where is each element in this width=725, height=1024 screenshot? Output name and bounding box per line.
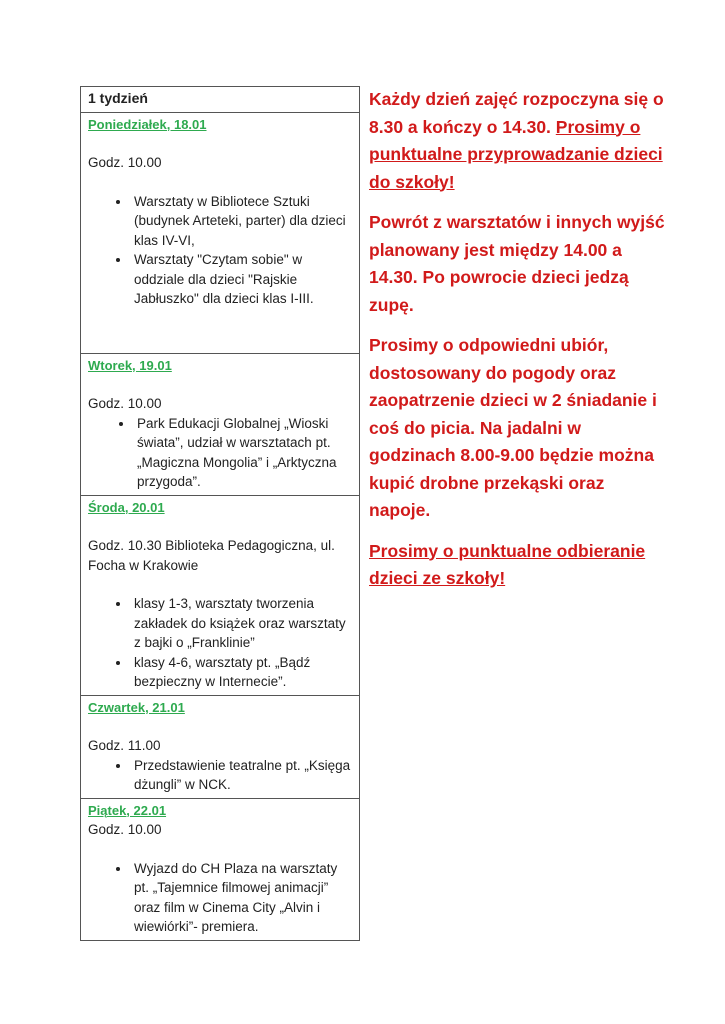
day-time: Godz. 11.00: [88, 738, 161, 753]
activity-list: [88, 594, 352, 692]
day-time: Godz. 10.00: [88, 822, 162, 837]
list-item: • klasy 4-6, warsztaty pt. „Bądź bezpieczny w Internecie”.: [131, 653, 352, 692]
activity-list: [88, 414, 352, 492]
week-title: 1 tydzień: [81, 87, 360, 113]
notes-panel: [369, 86, 669, 606]
list-item: • Wyjazd do CH Plaza na warsztaty pt. „Tajemnice filmowej animacji” oraz film w Cinema City „Alvin i wiewiórki”- premiera.: [131, 859, 352, 937]
day-heading: Czwartek, 21.01: [88, 699, 185, 715]
day-time: Godz. 10.00: [88, 396, 162, 411]
activity-list: [88, 859, 352, 937]
day-cell-tuesday: [81, 353, 360, 495]
day-cell-wednesday: [81, 495, 360, 695]
day-cell-thursday: [81, 695, 360, 798]
note-clothing-food: Prosimy o odpowiedni ubiór, dostosowany do pogody oraz zaopatrzenie dzieci w 2 śniadanie i coś do picia. Na jadalni w godzinach 8.00-9.00 będzie można kupić drobne przekąski oraz napoje.: [369, 335, 657, 520]
activity-list: [88, 756, 352, 795]
table-row: [81, 695, 360, 798]
note-punctual-dropoff: Prosimy o punktualne przyprowadzanie dzieci do szkoły!: [369, 116, 663, 192]
list-item: • Warsztaty w Bibliotece Sztuki (budynek Arteteki, parter) dla dzieci klas IV-VI,: [131, 192, 352, 251]
list-item: • Przedstawienie teatralne pt. „Księga dżungli” w NCK.: [131, 756, 352, 795]
day-time: Godz. 10.00: [88, 155, 162, 170]
day-cell-monday: [81, 112, 360, 353]
note-return: Powrót z warsztatów i innych wyjść planowany jest między 14.00 a 14.30. Po powrocie dzieci jedzą zupę.: [369, 212, 665, 315]
note-punctual-pickup: Prosimy o punktualne odbieranie dzieci ze szkoły!: [369, 540, 646, 588]
list-item: • klasy 1-3, warsztaty tworzenia zakładek do książek oraz warsztaty z bajki o „Franklinie”: [131, 594, 352, 653]
day-time: Godz. 10.30 Biblioteka Pedagogiczna, ul. Focha w Krakowie: [88, 538, 335, 573]
day-heading: Środa, 20.01: [88, 499, 165, 515]
day-heading: Poniedziałek, 18.01: [88, 116, 207, 132]
day-heading: Piątek, 22.01: [88, 802, 167, 818]
note-hours-text: Każdy dzień zajęć rozpoczyna się o 8.30 a kończy o 14.30.: [369, 89, 664, 137]
table-row: [81, 353, 360, 495]
activity-list: [88, 192, 352, 309]
note-hours: [369, 86, 669, 196]
schedule-table: [80, 86, 360, 941]
list-item: • Park Edukacji Globalnej „Wioski świata”, udział w warsztatach pt. „Magiczna Mongolia” i „Arktyczna przygoda”.: [134, 414, 352, 492]
day-cell-friday: [81, 798, 360, 940]
table-row: [81, 798, 360, 940]
table-row: [81, 112, 360, 353]
table-row: [81, 495, 360, 695]
day-heading: Wtorek, 19.01: [88, 357, 172, 373]
table-header-row: [81, 87, 360, 113]
list-item: • Warsztaty "Czytam sobie" w oddziale dla dzieci "Rajskie Jabłuszko" dla dzieci klas I-III.: [131, 250, 352, 309]
